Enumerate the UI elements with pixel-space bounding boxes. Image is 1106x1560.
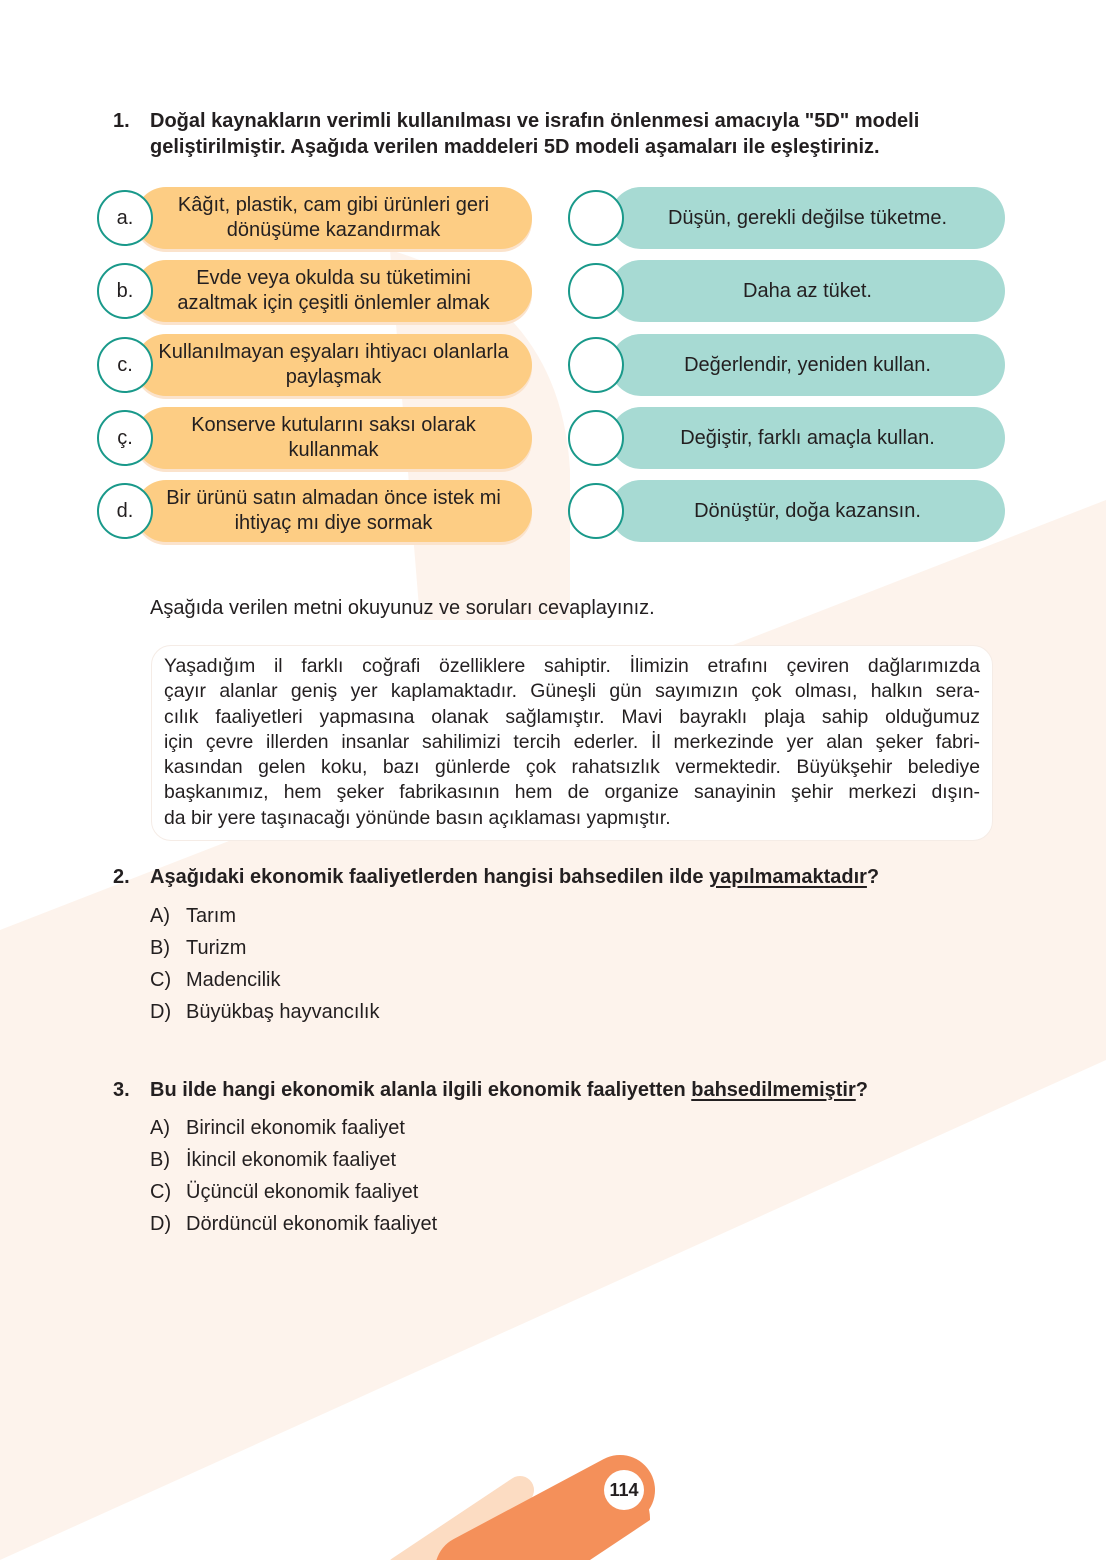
question-number: 3. bbox=[113, 1079, 130, 1101]
item-text bbox=[610, 480, 1005, 542]
item-text bbox=[135, 480, 532, 542]
question-mark: ? bbox=[855, 1079, 868, 1101]
letter-circle: ç. bbox=[97, 410, 153, 466]
item-text bbox=[610, 260, 1005, 322]
item-text bbox=[135, 407, 532, 469]
option-text: Madencilik bbox=[186, 969, 281, 991]
option-letter: C) bbox=[150, 1181, 172, 1203]
match-right-item bbox=[568, 260, 1008, 322]
match-left-item bbox=[97, 407, 537, 469]
answer-circle[interactable] bbox=[568, 190, 624, 246]
item-text bbox=[135, 334, 532, 396]
match-left-item bbox=[97, 187, 537, 249]
question-number: 2. bbox=[113, 866, 130, 888]
answer-option[interactable] bbox=[150, 969, 379, 1001]
item-label: Düşün, gerekli değilse tüketme. bbox=[667, 206, 948, 229]
passage-line: Yaşadığım il farklı coğrafi özelliklere sahiptir. İlimizin etrafını çeviren dağlarımızda bbox=[164, 655, 980, 677]
item-label: Evde veya okulda su tüketimini azaltmak için çeşitli önlemler almak bbox=[177, 267, 490, 314]
item-label: Daha az tüket. bbox=[743, 279, 872, 302]
match-left-item bbox=[97, 260, 537, 322]
item-label: Değerlendir, yeniden kullan. bbox=[684, 353, 931, 376]
option-text: Turizm bbox=[186, 937, 247, 959]
question-number: 1. bbox=[113, 110, 130, 132]
question-mark: ? bbox=[866, 866, 880, 888]
emphasis: bahsedilmemiştir bbox=[691, 1079, 856, 1101]
passage-line: cılık faaliyetleri yapmasına olanak sağlamıştır. Mavi bayraklı plaja sahip olduğumuz bbox=[164, 705, 980, 728]
answer-circle[interactable] bbox=[568, 483, 624, 539]
option-letter: A) bbox=[150, 1117, 170, 1139]
item-text bbox=[610, 407, 1005, 469]
question-text: Bu ilde hangi ekonomik alanla ilgili ekonomik faaliyetten bbox=[150, 1079, 692, 1101]
answer-option[interactable] bbox=[150, 937, 379, 969]
option-text: İkincil ekonomik faaliyet bbox=[186, 1149, 397, 1171]
question-text: Aşağıdaki ekonomik faaliyetlerden hangisi bahsedilen ilde bbox=[150, 866, 710, 888]
item-label: Konserve kutularını saksı olarak kullanmak bbox=[191, 414, 476, 461]
match-right-item bbox=[568, 187, 1008, 249]
match-right-item bbox=[568, 334, 1008, 396]
letter-circle: b. bbox=[97, 263, 153, 319]
option-text: Birincil ekonomik faaliyet bbox=[186, 1117, 405, 1139]
question-2-options bbox=[150, 905, 379, 1033]
passage-line: çayır alanlar geniş yer kaplamaktadır. Güneşli gün sayımızın çok olması, halkın sera- bbox=[164, 680, 980, 703]
option-letter: B) bbox=[150, 1149, 170, 1171]
letter-circle: d. bbox=[97, 483, 153, 539]
emphasis: yapılmamaktadır bbox=[709, 866, 867, 888]
answer-option[interactable] bbox=[150, 905, 379, 937]
answer-option[interactable] bbox=[150, 1149, 437, 1181]
reading-passage bbox=[151, 645, 993, 841]
item-text bbox=[135, 260, 532, 322]
answer-circle[interactable] bbox=[568, 410, 624, 466]
item-label: Dönüştür, doğa kazansın. bbox=[694, 499, 921, 522]
option-text: Büyükbaş hayvancılık bbox=[186, 1001, 380, 1023]
answer-option[interactable] bbox=[150, 1001, 379, 1033]
option-letter: B) bbox=[150, 937, 170, 959]
letter-circle: c. bbox=[97, 337, 153, 393]
item-label: Değiştir, farklı amaçla kullan. bbox=[680, 426, 935, 449]
option-letter: C) bbox=[150, 969, 172, 991]
passage-line: için çevre illerden insanlar sahilimizi tercih ederler. İl merkezinde yer alan şeker fabri- bbox=[164, 730, 980, 753]
option-letter: A) bbox=[150, 905, 170, 927]
match-left-item bbox=[97, 334, 537, 396]
match-left-item bbox=[97, 480, 537, 542]
match-right-item bbox=[568, 407, 1008, 469]
passage-line: kasından gelen koku, bazı günlerde çok rahatsızlık vermektedir. Büyükşehir belediye bbox=[164, 756, 980, 779]
instruction: Aşağıda verilen metni okuyunuz ve soruları cevaplayınız. bbox=[150, 597, 655, 619]
item-text bbox=[135, 187, 532, 249]
answer-circle[interactable] bbox=[568, 263, 624, 319]
item-label: Kâğıt, plastik, cam gibi ürünleri geri dönüşüme kazandırmak bbox=[177, 194, 490, 241]
question-text: Doğal kaynakların verimli kullanılması ve israfın önlenmesi amacıyla "5D" modeli geliştirilmiştir. Aşağıda verilen maddeleri 5D modeli aşamaları ile eşleştiriniz. bbox=[150, 110, 920, 158]
item-text bbox=[610, 334, 1005, 396]
option-text: Dördüncül ekonomik faaliyet bbox=[186, 1213, 438, 1235]
question-3-options bbox=[150, 1117, 437, 1245]
passage-line: da bir yere taşınacağı yönünde basın açıklaması yapmıştır. bbox=[164, 806, 671, 829]
answer-option[interactable] bbox=[150, 1181, 437, 1213]
item-text bbox=[610, 187, 1005, 249]
item-label: Bir ürünü satın almadan önce istek mi ihtiyaç mı diye sormak bbox=[166, 487, 501, 534]
answer-circle[interactable] bbox=[568, 337, 624, 393]
option-text: Üçüncül ekonomik faaliyet bbox=[186, 1181, 419, 1203]
passage-line: başkanımız, hem şeker fabrikasının hem de organize sanayinin şehir merkezi dışın- bbox=[164, 781, 980, 804]
option-letter: D) bbox=[150, 1001, 172, 1023]
item-label: Kullanılmayan eşyaları ihtiyacı olanlarla paylaşmak bbox=[158, 341, 509, 388]
letter-circle: a. bbox=[97, 190, 153, 246]
option-text: Tarım bbox=[186, 905, 236, 927]
match-right-item bbox=[568, 480, 1008, 542]
option-letter: D) bbox=[150, 1213, 172, 1235]
answer-option[interactable] bbox=[150, 1117, 437, 1149]
page-number: 114 bbox=[604, 1470, 644, 1510]
answer-option[interactable] bbox=[150, 1213, 437, 1245]
